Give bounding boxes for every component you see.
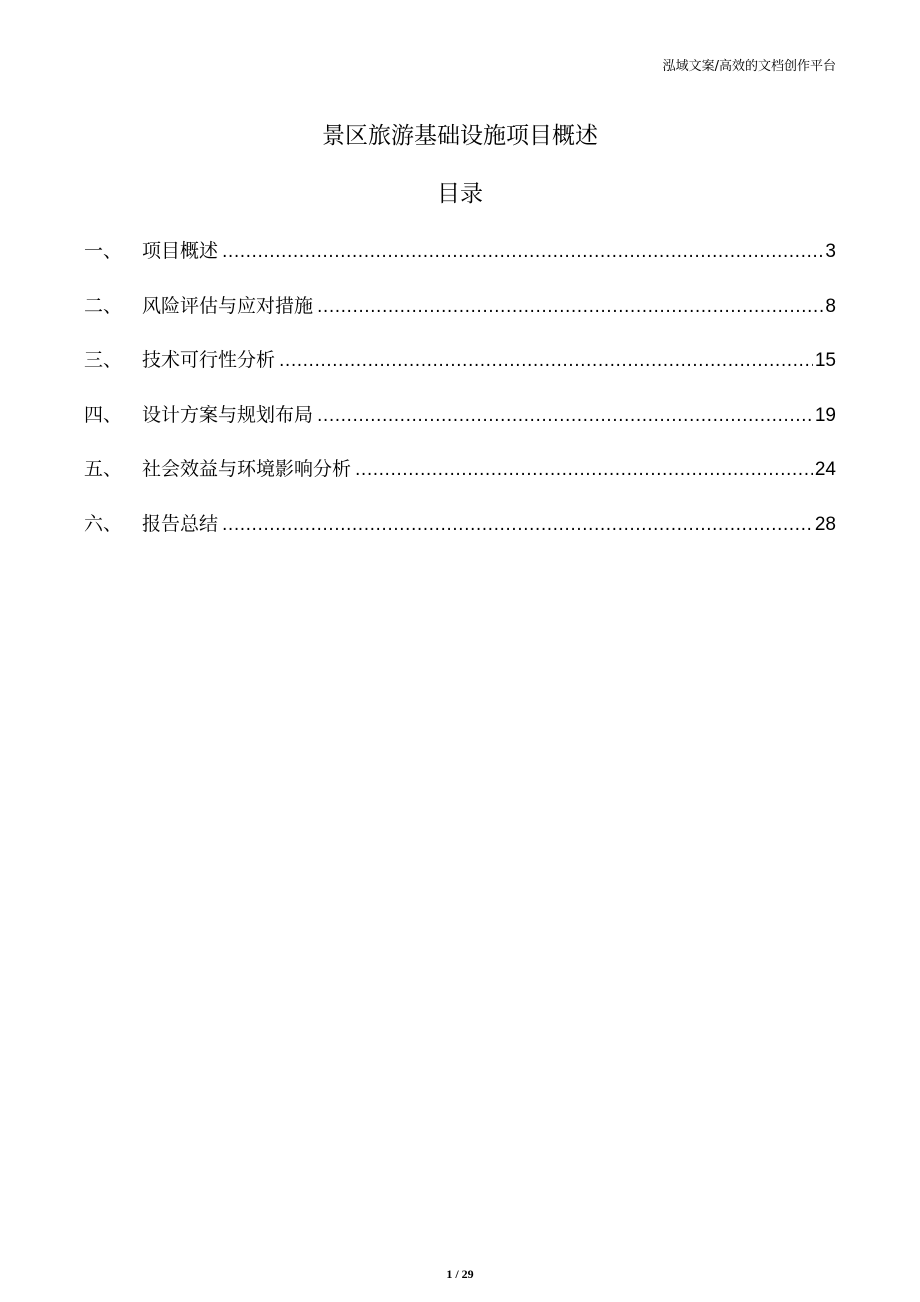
toc-entry-5[interactable] (84, 453, 836, 508)
table-of-contents (84, 235, 836, 562)
toc-entry-page: 15 (814, 350, 836, 371)
toc-entry-number: 三、 (84, 349, 123, 371)
document-title: 景区旅游基础设施项目概述 (322, 123, 598, 149)
toc-entry-number: 一、 (84, 240, 123, 262)
toc-entry-3[interactable] (84, 344, 836, 399)
toc-heading: 目录 (437, 181, 483, 207)
toc-entry-4[interactable] (84, 399, 836, 454)
toc-entry-page: 24 (814, 459, 836, 480)
toc-entry-title: 社会效益与环境影响分析 (142, 458, 352, 480)
toc-dot-leader (317, 400, 813, 432)
toc-dot-leader (317, 291, 823, 323)
toc-entry-title: 技术可行性分析 (142, 349, 276, 371)
toc-entry-title: 设计方案与规划布局 (142, 403, 314, 426)
toc-entry-number: 四、 (84, 403, 123, 426)
toc-entry-title: 项目概述 (142, 240, 219, 262)
toc-entry-page: 8 (825, 295, 836, 317)
toc-dot-leader (355, 454, 813, 486)
toc-dot-leader (222, 236, 823, 268)
toc-entry-page: 19 (814, 404, 836, 426)
toc-entry-number: 二、 (84, 294, 123, 317)
toc-entry-number: 六、 (84, 512, 123, 535)
page-indicator: 1 / 29 (446, 1267, 474, 1281)
toc-entry-6[interactable] (84, 508, 836, 563)
toc-entry-page: 3 (825, 241, 836, 262)
toc-entry-title: 风险评估与应对措施 (142, 294, 314, 317)
toc-dot-leader (222, 509, 813, 541)
toc-entry-page: 28 (814, 513, 836, 535)
toc-entry-title: 报告总结 (142, 512, 219, 535)
toc-entry-1[interactable] (84, 235, 836, 290)
toc-dot-leader (279, 345, 813, 377)
header-brand: 泓域文案/高效的文档创作平台 (662, 59, 836, 74)
toc-entry-number: 五、 (84, 458, 123, 480)
toc-entry-2[interactable] (84, 290, 836, 345)
